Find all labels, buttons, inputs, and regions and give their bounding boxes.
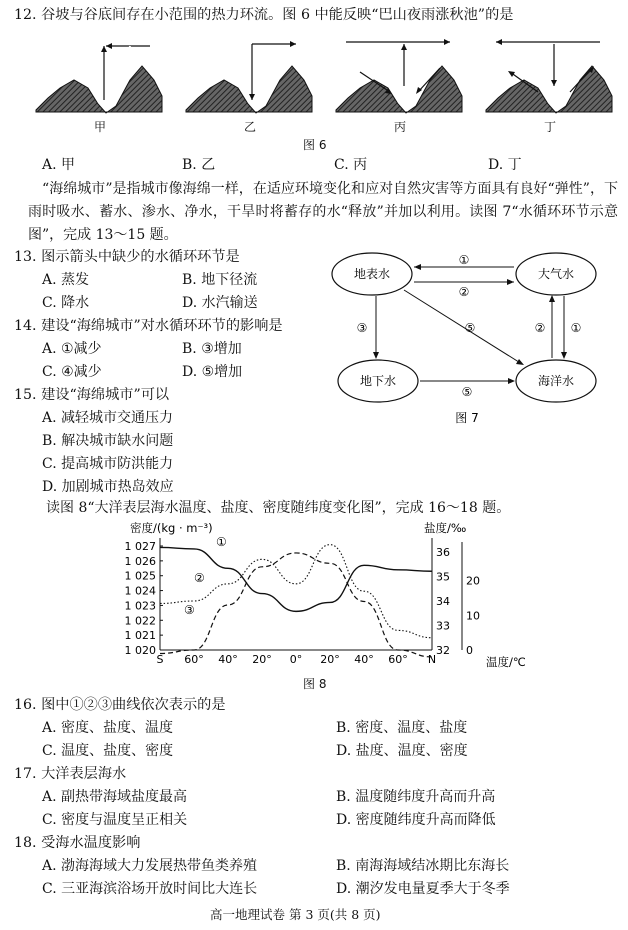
- x-tick-label: 20°: [320, 653, 340, 666]
- q16-option-a[interactable]: A. 密度、盐度、温度: [42, 720, 174, 736]
- arrow-5-line: [404, 290, 522, 364]
- q15-option-a[interactable]: A. 减轻城市交通压力: [42, 410, 174, 426]
- q13-option-d[interactable]: D. 水汽输送: [182, 295, 258, 311]
- arrow-1-head: [414, 264, 421, 270]
- arrow-ocean-up-head: [549, 295, 555, 302]
- q18-stem: 18. 受海水温度影响: [14, 835, 141, 851]
- arrow-label-right-1: ①: [570, 321, 582, 335]
- q14-stem: 14. 建设“海绵城市”对水循环环节的影响是: [14, 318, 283, 334]
- q16-option-b[interactable]: B. 密度、温度、盐度: [336, 720, 468, 736]
- q16-stem: 16. 图中①②③曲线依次表示的是: [14, 697, 226, 713]
- q15-stem: 15. 建设“海绵城市”可以: [14, 387, 170, 403]
- curve-label-1: ①: [216, 535, 227, 549]
- density-tick-label: 1 021: [124, 629, 156, 643]
- figure-6: [30, 28, 620, 148]
- figure-6-caption: 图 6: [303, 138, 327, 152]
- q14-option-a[interactable]: A. ①减少: [42, 341, 102, 357]
- arrow-ocean-down-head: [561, 352, 567, 359]
- q14-option-b[interactable]: B. ③增加: [182, 341, 242, 357]
- density-tick-label: 1 027: [124, 540, 156, 553]
- x-tick-label: S: [156, 653, 164, 666]
- q16-option-c[interactable]: C. 温度、盐度、密度: [42, 743, 174, 759]
- q12-stem: 12. 谷坡与谷底间存在小范围的热力环流。图 6 中能反映“巴山夜雨涨秋池”的是: [14, 7, 514, 23]
- q18-option-d[interactable]: D. 潮汐发电量夏季大于冬季: [336, 881, 510, 897]
- x-tick-label: 0°: [289, 653, 303, 666]
- q12-option-d[interactable]: D. 丁: [488, 157, 522, 173]
- q13-option-a[interactable]: A. 蒸发: [42, 272, 90, 288]
- x-tick-label: 40°: [354, 653, 374, 666]
- arrow-2-head: [507, 279, 514, 285]
- curve-label-3: ③: [184, 603, 195, 617]
- q13-stem: 13. 图示箭头中缺少的水循环环节是: [14, 249, 240, 265]
- passage-2: 读图 8“大洋表层海水温度、盐度、密度随纬度变化图”，完成 16～18 题。: [46, 500, 511, 516]
- density-axis-label: 密度/(kg · m⁻³): [130, 521, 213, 535]
- x-tick-label: 40°: [218, 653, 238, 666]
- panel-label-bing: 丙: [394, 120, 407, 134]
- figure-8-caption: 图 8: [303, 677, 327, 691]
- q17-option-d[interactable]: D. 密度随纬度升高而降低: [336, 812, 496, 828]
- arrow-label-1: ①: [458, 253, 470, 267]
- q15-option-d[interactable]: D. 加剧城市热岛效应: [42, 479, 174, 495]
- q17-option-b[interactable]: B. 温度随纬度升高而升高: [336, 789, 496, 805]
- panel-label-yi: 乙: [244, 120, 257, 134]
- panel-label-jia: 甲: [94, 120, 107, 134]
- q17-option-a[interactable]: A. 副热带海域盐度最高: [42, 789, 188, 805]
- x-tick-label: 60°: [388, 653, 408, 666]
- q12-option-b[interactable]: B. 乙: [182, 157, 216, 173]
- figure-8-chart: [120, 520, 540, 692]
- temperature-axis-label: 温度/℃: [486, 655, 526, 669]
- node-surface-label: 地表水: [353, 267, 391, 281]
- q18-option-c[interactable]: C. 三亚海滨浴场开放时间比大连长: [42, 881, 258, 897]
- node-ocean-label: 海洋水: [537, 374, 575, 388]
- arrow-label-2: ②: [458, 285, 470, 299]
- salinity-axis-label: 盐度/‰: [424, 521, 467, 535]
- figure-8: [120, 520, 540, 692]
- arrow-label-right-2: ②: [534, 321, 546, 335]
- q15-option-c[interactable]: C. 提高城市防洪能力: [42, 456, 174, 472]
- figure-6-svg: [30, 28, 620, 148]
- node-atmosphere-label: 大气水: [537, 267, 575, 281]
- q16-option-d[interactable]: D. 盐度、温度、密度: [336, 743, 468, 759]
- arrow-4-head: [508, 378, 515, 384]
- salinity-tick-label: 35: [436, 570, 450, 584]
- x-tick-label: 20°: [252, 653, 272, 666]
- salinity-tick-label: 34: [436, 595, 450, 608]
- salinity-tick-label: 33: [436, 619, 450, 633]
- curve-3-line: [160, 553, 432, 657]
- temperature-tick-label: 10: [466, 609, 480, 623]
- panel-jia: [36, 43, 162, 113]
- temperature-tick-label: 20: [466, 574, 480, 588]
- figure-7-caption: 图 7: [455, 411, 479, 425]
- arrow-3-head: [373, 352, 379, 359]
- q18-option-a[interactable]: A. 渤海海域大力发展热带鱼类养殖: [42, 858, 258, 874]
- q15-option-b[interactable]: B. 解决城市缺水问题: [42, 433, 174, 449]
- arrow-5-head: [516, 359, 524, 365]
- q13-option-c[interactable]: C. 降水: [42, 295, 90, 311]
- q18-option-b[interactable]: B. 南海海域结冰期比东海长: [336, 858, 510, 874]
- density-tick-label: 1 022: [124, 614, 156, 628]
- density-tick-label: 1 026: [124, 554, 156, 568]
- panel-bing: [336, 39, 462, 113]
- q13-option-b[interactable]: B. 地下径流: [182, 272, 258, 288]
- density-tick-label: 1 024: [124, 584, 156, 598]
- curve-2-line: [160, 545, 432, 638]
- q17-stem: 17. 大洋表层海水: [14, 766, 127, 782]
- arrow-label-5: ⑤: [464, 321, 476, 335]
- arrow-label-4: ⑤: [461, 385, 473, 399]
- density-tick-label: 1 020: [124, 644, 156, 657]
- passage-1: “海绵城市”是指城市像海绵一样，在适应环境变化和应对自然灾害等方面具有良好“弹性”，下雨时吸水、蓄水、渗水、净水，干旱时将蓄存的水“释放”并加以利用。读图 7“水循环环节示意图”，完成 13～15 题。: [28, 181, 618, 243]
- salinity-tick-label: 32: [436, 644, 450, 657]
- panel-ding: [486, 39, 612, 113]
- x-tick-label: 60°: [184, 653, 204, 666]
- q14-option-c[interactable]: C. ④减少: [42, 364, 102, 380]
- curve-label-2: ②: [194, 571, 205, 585]
- node-ground-label: 地下水: [359, 374, 397, 388]
- panel-yi: [186, 41, 312, 113]
- figure-7: [330, 240, 620, 430]
- temperature-tick-label: 0: [466, 644, 473, 657]
- panel-label-ding: 丁: [544, 120, 557, 134]
- q12-option-c[interactable]: C. 丙: [334, 157, 368, 173]
- density-tick-label: 1 023: [124, 599, 156, 613]
- density-tick-label: 1 025: [124, 569, 156, 583]
- q12-option-a[interactable]: A. 甲: [42, 157, 76, 173]
- q17-option-c[interactable]: C. 密度与温度呈正相关: [42, 812, 188, 828]
- arrow-label-3: ③: [356, 321, 368, 335]
- salinity-tick-label: 36: [436, 546, 450, 559]
- page-footer: 高一地理试卷 第 3 页(共 8 页): [210, 907, 381, 922]
- q14-option-d[interactable]: D. ⑤增加: [182, 364, 243, 380]
- x-tick-label: N: [427, 653, 437, 666]
